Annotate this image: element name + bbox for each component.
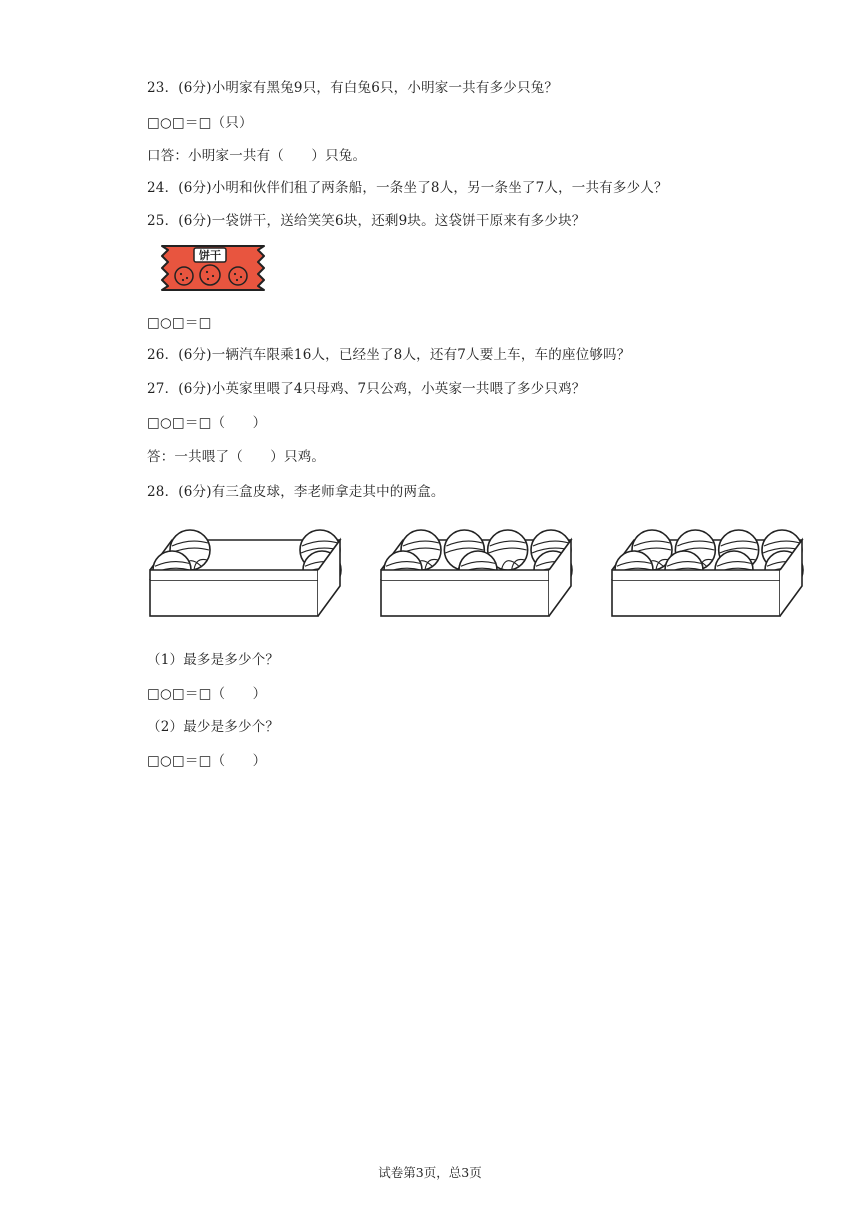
q26-text: 26．(6分)一辆汽车限乘16人，已经坐了8人，还有7人要上车，车的座位够吗？	[147, 347, 631, 363]
q27-formula: □○□＝□（ ）	[147, 415, 267, 431]
cookie-label: 饼干	[199, 249, 221, 262]
q28-formula2: □○□＝□（ ）	[147, 753, 267, 769]
ball-box	[381, 530, 572, 616]
q25-text: 25．(6分)一袋饼干，送给笑笑6块，还剩9块。这袋饼干原来有多少块？	[147, 213, 586, 229]
q23-answer: 口答：小明家一共有（ ）只兔。	[147, 148, 367, 164]
ball-box	[612, 530, 803, 616]
q28-sub1: （1）最多是多少个？	[147, 652, 280, 668]
q28-sub2: （2）最少是多少个？	[147, 719, 280, 735]
page-footer: 试卷第3页，总3页	[378, 1165, 482, 1180]
q23-text: 23．(6分)小明家有黑兔9只，有白兔6只，小明家一共有多少只兔？	[147, 80, 559, 96]
ball-boxes-illustration	[147, 518, 807, 628]
q28-text: 28．(6分)有三盒皮球，李老师拿走其中的两盒。	[147, 484, 445, 500]
q28-formula1: □○□＝□（ ）	[147, 686, 267, 702]
cookie-bag-illustration	[158, 242, 268, 294]
q25-formula: □○□＝□	[147, 315, 212, 331]
ball-box	[150, 530, 341, 616]
q24-text: 24．(6分)小明和伙伴们租了两条船，一条坐了8人，另一条坐了7人，一共有多少人？	[147, 180, 668, 196]
q27-text: 27．(6分)小英家里喂了4只母鸡、7只公鸡，小英家一共喂了多少只鸡？	[147, 381, 586, 397]
q23-formula: □○□＝□（只）	[147, 115, 253, 131]
q27-answer: 答：一共喂了（ ）只鸡。	[147, 449, 326, 465]
